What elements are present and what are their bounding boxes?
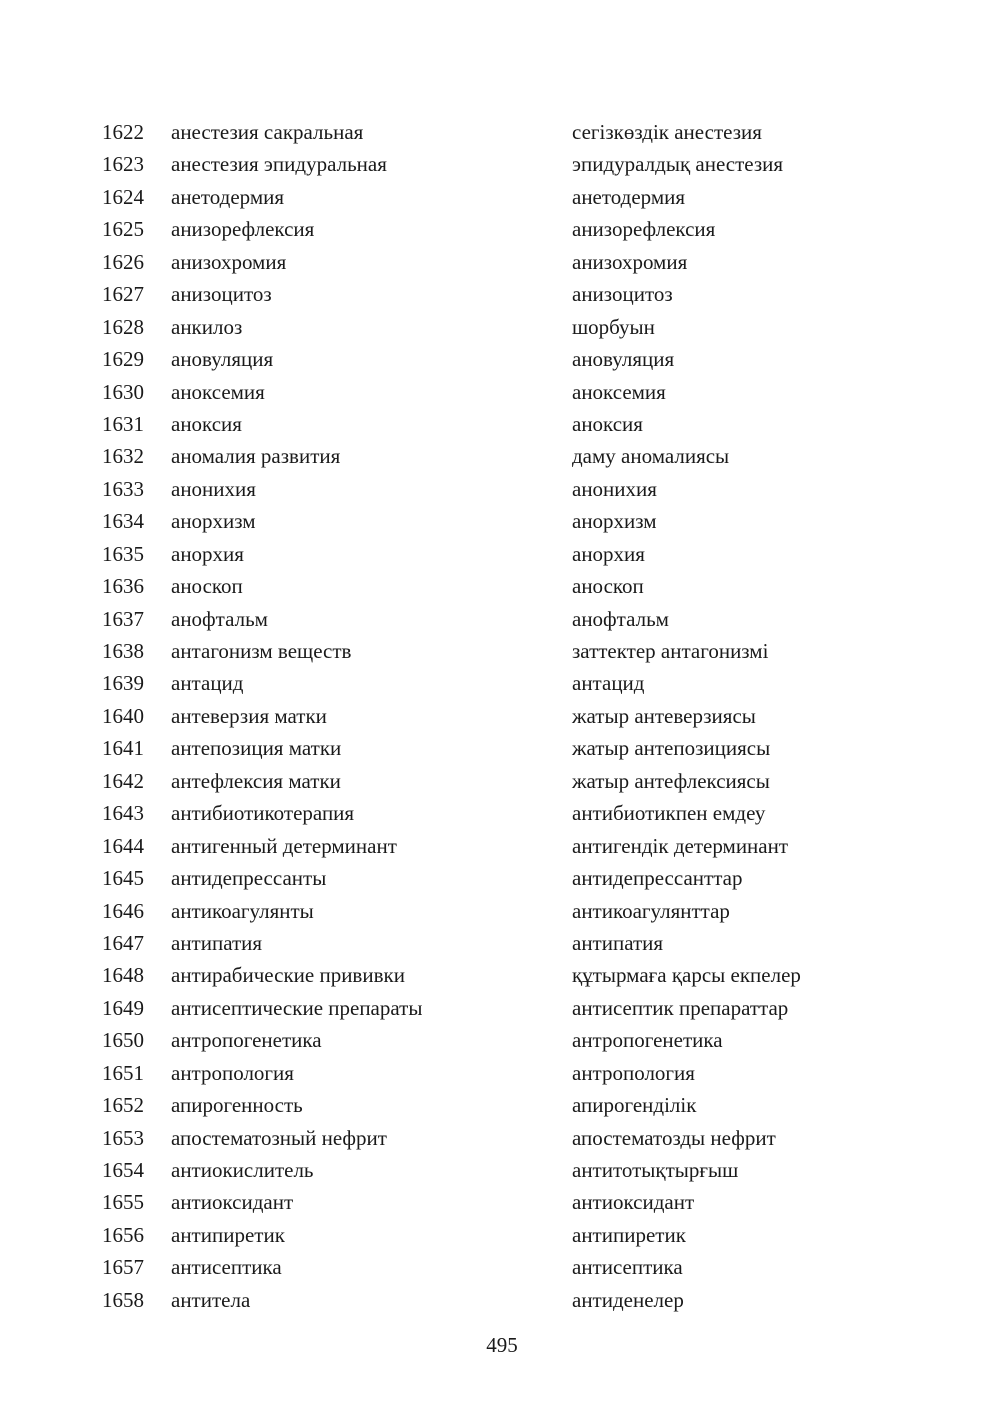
entry-row — [0, 116, 1004, 148]
entry-row — [0, 927, 1004, 959]
entry-russian-term: антропология — [171, 1060, 294, 1085]
entry-number: 1655 — [102, 1190, 144, 1215]
entry-row — [0, 1251, 1004, 1283]
entry-row — [0, 1057, 1004, 1089]
entry-kazakh-term: антропогенетика — [572, 1028, 723, 1053]
entry-row — [0, 1219, 1004, 1251]
entry-kazakh-term: антитотықтырғыш — [572, 1158, 739, 1182]
entry-row — [0, 765, 1004, 797]
entry-row — [0, 635, 1004, 667]
entry-russian-term: антидепрессанты — [171, 866, 327, 891]
entry-number: 1635 — [102, 541, 144, 566]
entry-row — [0, 505, 1004, 537]
entry-number: 1631 — [102, 411, 144, 436]
entry-number: 1624 — [102, 184, 144, 209]
entry-russian-term: анорхия — [171, 541, 244, 566]
entry-kazakh-term: анонихия — [572, 476, 657, 501]
entry-kazakh-term: антибиотикпен емдеу — [572, 801, 766, 826]
entry-number: 1629 — [102, 347, 144, 372]
entry-kazakh-term: жатыр антепозициясы — [572, 736, 771, 761]
entry-number: 1627 — [102, 282, 144, 307]
entry-number: 1642 — [102, 768, 144, 793]
entry-russian-term: аномалия развития — [171, 444, 341, 469]
entry-row — [0, 1154, 1004, 1186]
entry-russian-term: анорхизм — [171, 509, 256, 534]
entry-russian-term: аноксемия — [171, 379, 265, 404]
entry-russian-term: аноксия — [171, 411, 242, 436]
entry-row — [0, 1284, 1004, 1316]
entry-number: 1647 — [102, 930, 144, 955]
entry-number: 1648 — [102, 963, 144, 988]
entry-russian-term: апостематозный нефрит — [171, 1125, 387, 1150]
entry-russian-term: антикоагулянты — [171, 898, 314, 923]
entry-row — [0, 895, 1004, 927]
entry-kazakh-term: анизохромия — [572, 249, 688, 274]
entry-number: 1634 — [102, 509, 144, 534]
entry-row — [0, 1024, 1004, 1056]
entry-row — [0, 700, 1004, 732]
entry-row — [0, 732, 1004, 764]
entry-russian-term: антитела — [171, 1287, 251, 1312]
entry-row — [0, 148, 1004, 180]
entry-kazakh-term: анизорефлексия — [572, 217, 716, 242]
entry-russian-term: анетодермия — [171, 184, 285, 209]
entry-number: 1641 — [102, 736, 144, 761]
entry-kazakh-term: антигендік детерминант — [572, 833, 789, 858]
entry-russian-term: анестезия эпидуральная — [171, 152, 387, 177]
entry-number: 1639 — [102, 671, 144, 696]
entry-kazakh-term: даму аномалиясы — [572, 444, 730, 469]
entry-row — [0, 1186, 1004, 1218]
entry-number: 1628 — [102, 314, 144, 339]
entry-number: 1657 — [102, 1255, 144, 1280]
entry-number: 1636 — [102, 574, 144, 599]
entry-row — [0, 1122, 1004, 1154]
entry-number: 1638 — [102, 639, 144, 663]
entry-kazakh-term: анизоцитоз — [572, 282, 673, 307]
entry-kazakh-term: антипиретик — [572, 1222, 686, 1247]
entry-russian-term: антибиотикотерапия — [171, 801, 355, 826]
entry-number: 1643 — [102, 801, 144, 826]
entry-number: 1656 — [102, 1222, 144, 1247]
entry-russian-term: антиоксидант — [171, 1190, 294, 1215]
entry-number: 1654 — [102, 1158, 144, 1182]
entry-russian-term: антагонизм веществ — [171, 639, 352, 663]
entry-kazakh-term: апирогенділік — [572, 1093, 697, 1118]
entry-number: 1623 — [102, 152, 144, 177]
entry-kazakh-term: ановуляция — [572, 347, 675, 372]
entry-kazakh-term: аноксия — [572, 411, 643, 436]
entry-number: 1644 — [102, 833, 144, 858]
entry-russian-term: антацид — [171, 671, 244, 696]
entry-russian-term: анкилоз — [171, 314, 243, 339]
entry-kazakh-term: шорбуын — [572, 314, 655, 339]
entry-kazakh-term: заттектер антагонизмі — [572, 639, 769, 663]
entry-row — [0, 959, 1004, 991]
entry-kazakh-term: анофтальм — [572, 606, 669, 631]
entry-list — [0, 116, 1004, 1316]
entry-kazakh-term: анетодермия — [572, 184, 686, 209]
entry-number: 1649 — [102, 995, 144, 1020]
entry-row — [0, 830, 1004, 862]
entry-russian-term: анизоцитоз — [171, 282, 272, 307]
entry-row — [0, 213, 1004, 245]
entry-row — [0, 181, 1004, 213]
entry-number: 1622 — [102, 120, 144, 144]
entry-russian-term: антипиретик — [171, 1222, 285, 1247]
entry-russian-term: антепозиция матки — [171, 736, 342, 761]
entry-number: 1626 — [102, 249, 144, 274]
entry-russian-term: анофтальм — [171, 606, 268, 631]
entry-row — [0, 667, 1004, 699]
entry-russian-term: антеверзия матки — [171, 703, 327, 728]
entry-row — [0, 1089, 1004, 1121]
entry-russian-term: аноскоп — [171, 574, 243, 599]
entry-kazakh-term: антикоагулянттар — [572, 898, 730, 923]
entry-kazakh-term: антисептик препараттар — [572, 995, 789, 1020]
entry-russian-term: анизохромия — [171, 249, 287, 274]
entry-kazakh-term: сегізкөздік анестезия — [572, 120, 762, 144]
entry-russian-term: антропогенетика — [171, 1028, 322, 1053]
entry-russian-term: ановуляция — [171, 347, 274, 372]
entry-row — [0, 603, 1004, 635]
entry-row — [0, 246, 1004, 278]
entry-number: 1632 — [102, 444, 144, 469]
entry-number: 1637 — [102, 606, 144, 631]
entry-number: 1625 — [102, 217, 144, 242]
entry-row — [0, 408, 1004, 440]
entry-row — [0, 538, 1004, 570]
entry-russian-term: антирабические прививки — [171, 963, 405, 988]
entry-kazakh-term: анорхизм — [572, 509, 657, 534]
entry-russian-term: антисептика — [171, 1255, 282, 1280]
entry-number: 1650 — [102, 1028, 144, 1053]
entry-russian-term: антисептические препараты — [171, 995, 423, 1020]
entry-russian-term: антефлексия матки — [171, 768, 341, 793]
entry-russian-term: антипатия — [171, 930, 263, 955]
entry-row — [0, 797, 1004, 829]
entry-number: 1645 — [102, 866, 144, 891]
entry-number: 1630 — [102, 379, 144, 404]
entry-row — [0, 376, 1004, 408]
entry-row — [0, 311, 1004, 343]
entry-row — [0, 862, 1004, 894]
entry-row — [0, 343, 1004, 375]
entry-kazakh-term: анорхия — [572, 541, 645, 566]
entry-russian-term: апирогенность — [171, 1093, 303, 1118]
entry-row — [0, 440, 1004, 472]
entry-row — [0, 278, 1004, 310]
entry-kazakh-term: жатыр антеверзиясы — [572, 703, 756, 728]
entry-kazakh-term: антидепрессанттар — [572, 866, 743, 891]
entry-russian-term: анизорефлексия — [171, 217, 315, 242]
entry-kazakh-term: антиденелер — [572, 1287, 684, 1312]
entry-number: 1653 — [102, 1125, 144, 1150]
entry-kazakh-term: жатыр антефлексиясы — [572, 768, 770, 793]
entry-number: 1633 — [102, 476, 144, 501]
entry-kazakh-term: антропология — [572, 1060, 695, 1085]
entry-row — [0, 570, 1004, 602]
entry-number: 1651 — [102, 1060, 144, 1085]
entry-number: 1652 — [102, 1093, 144, 1118]
entry-kazakh-term: құтырмаға қарсы екпелер — [572, 963, 801, 988]
page-number: 495 — [486, 1333, 518, 1357]
entry-russian-term: анестезия сакральная — [171, 120, 364, 144]
entry-kazakh-term: эпидуралдық анестезия — [572, 152, 784, 177]
entry-kazakh-term: антиоксидант — [572, 1190, 695, 1215]
entry-kazakh-term: антацид — [572, 671, 645, 696]
entry-row — [0, 473, 1004, 505]
entry-number: 1658 — [102, 1287, 144, 1312]
entry-kazakh-term: антипатия — [572, 930, 664, 955]
entry-kazakh-term: аноскоп — [572, 574, 644, 599]
entry-kazakh-term: аноксемия — [572, 379, 666, 404]
entry-kazakh-term: апостематозды нефрит — [572, 1125, 776, 1150]
entry-russian-term: анонихия — [171, 476, 256, 501]
entry-kazakh-term: антисептика — [572, 1255, 683, 1280]
entry-russian-term: антигенный детерминант — [171, 833, 397, 858]
entry-russian-term: антиокислитель — [171, 1158, 314, 1182]
entry-row — [0, 992, 1004, 1024]
entry-number: 1640 — [102, 703, 144, 728]
entry-number: 1646 — [102, 898, 144, 923]
